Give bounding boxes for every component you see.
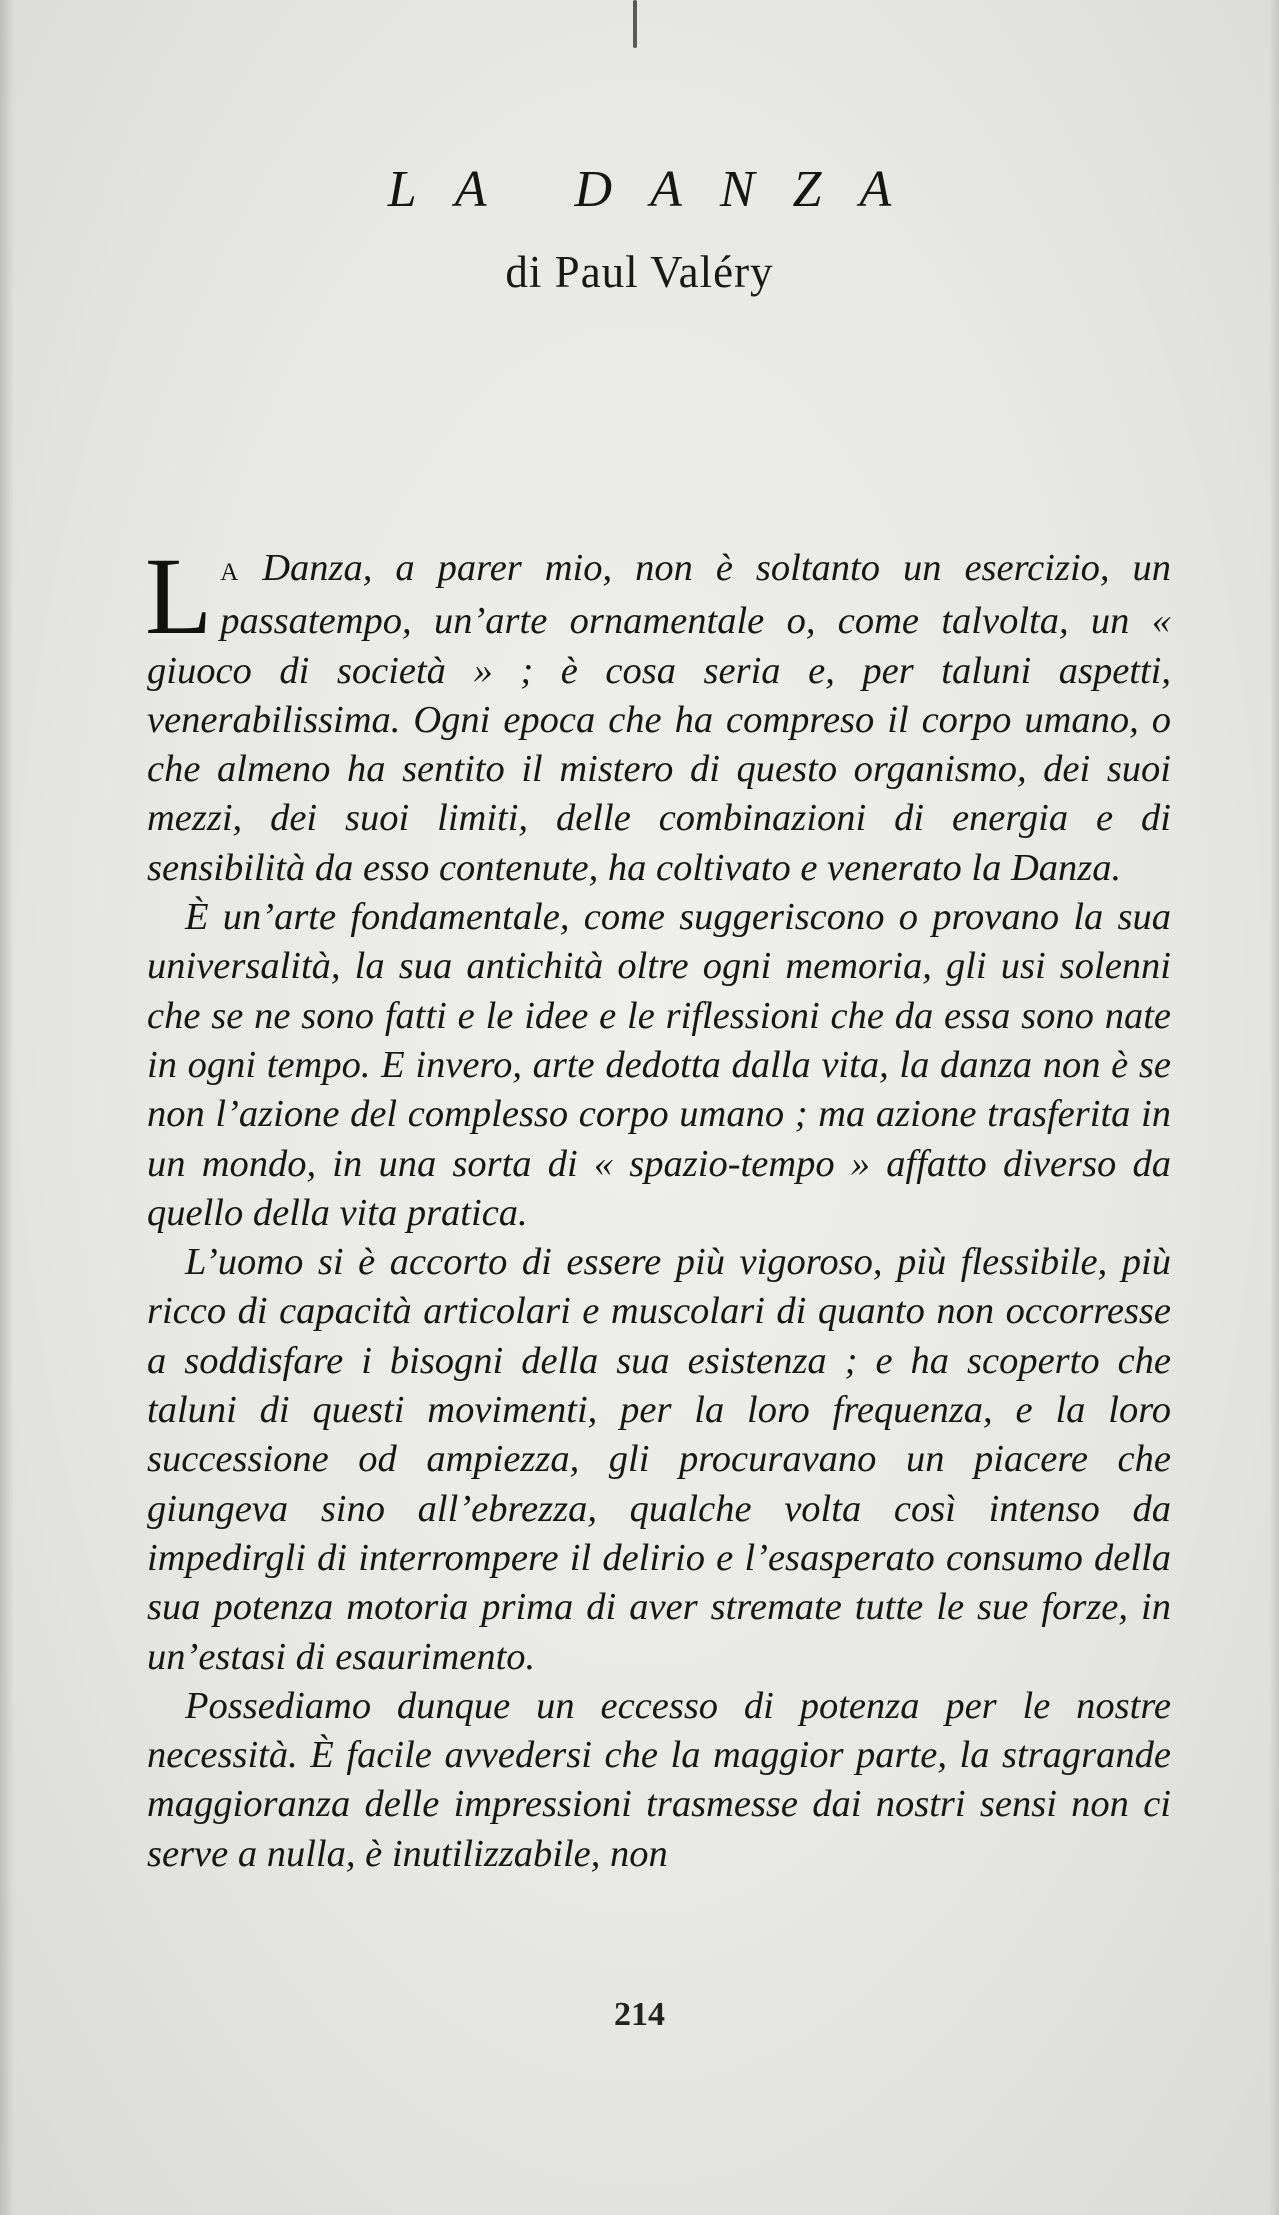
first-word-smallcap: A	[220, 559, 240, 586]
paragraph-2: È un’arte fondamentale, come suggeriscono o provano la sua universalità, la sua antichità oltre ogni memoria, gli usi solenni che se ne sono fatti e le idee e le riflessioni che da essa sono nate in ogni tempo. E invero, arte dedotta dalla vita, la danza non è se non l’azione del complesso corpo umano ; ma azione trasferita in un mondo, in una sorta di « spazio-tempo » affatto diverso da quello della vita pratica.	[147, 896, 1171, 1234]
drop-cap: L	[145, 535, 213, 657]
paragraph-4: Possediamo dunque un eccesso di potenza per le nostre necessità. È facile avvedersi che la maggior parte, la stragrande maggioranza delle impressioni trasmesse dai nostri sensi non ci serve a nulla, è inutilizzabile, non	[147, 1684, 1171, 1875]
article-body	[145, 535, 1171, 1879]
chapter-title: LA DANZA	[387, 161, 930, 218]
page-number: 214	[614, 1996, 665, 2033]
paragraph-3: L’uomo si è accorto di essere più vigoroso, più flessibile, più ricco di capacità articolari e muscolari di quanto non occorresse a soddisfare i bisogni della sua esistenza ; e ha scoperto che taluni di questi movimenti, per la loro frequenza, e la loro successione od ampiezza, gli procuravano un piacere che giungeva sino all’ebrezza, qualche volta così intenso da impedirgli di interrompere il delirio e l’esasperato consumo della sua potenza motoria prima di aver stremate tutte le sue forze, in un’estasi di esaurimento.	[147, 1241, 1171, 1678]
paragraph-1-text: Danza, a parer mio, non è soltanto un esercizio, un passatempo, un’arte ornamentale o, come talvolta, un « giuoco di società » ; è cosa seria e, per taluni aspetti, venerabilissima. Ogni epoca che ha compreso il corpo umano, o che almeno ha sentito il mistero di questo organismo, dei suoi mezzi, dei suoi limiti, delle combinazioni di energia e di sensibilità da esso contenute, ha coltivato e venerato la Danza.	[147, 547, 1171, 889]
page-edge-shadow-left	[0, 0, 14, 2215]
page-edge-shadow-right	[1269, 0, 1279, 2215]
scan-mark	[633, 0, 637, 48]
paragraph-1	[145, 535, 1171, 893]
chapter-author: di Paul Valéry	[505, 247, 774, 297]
